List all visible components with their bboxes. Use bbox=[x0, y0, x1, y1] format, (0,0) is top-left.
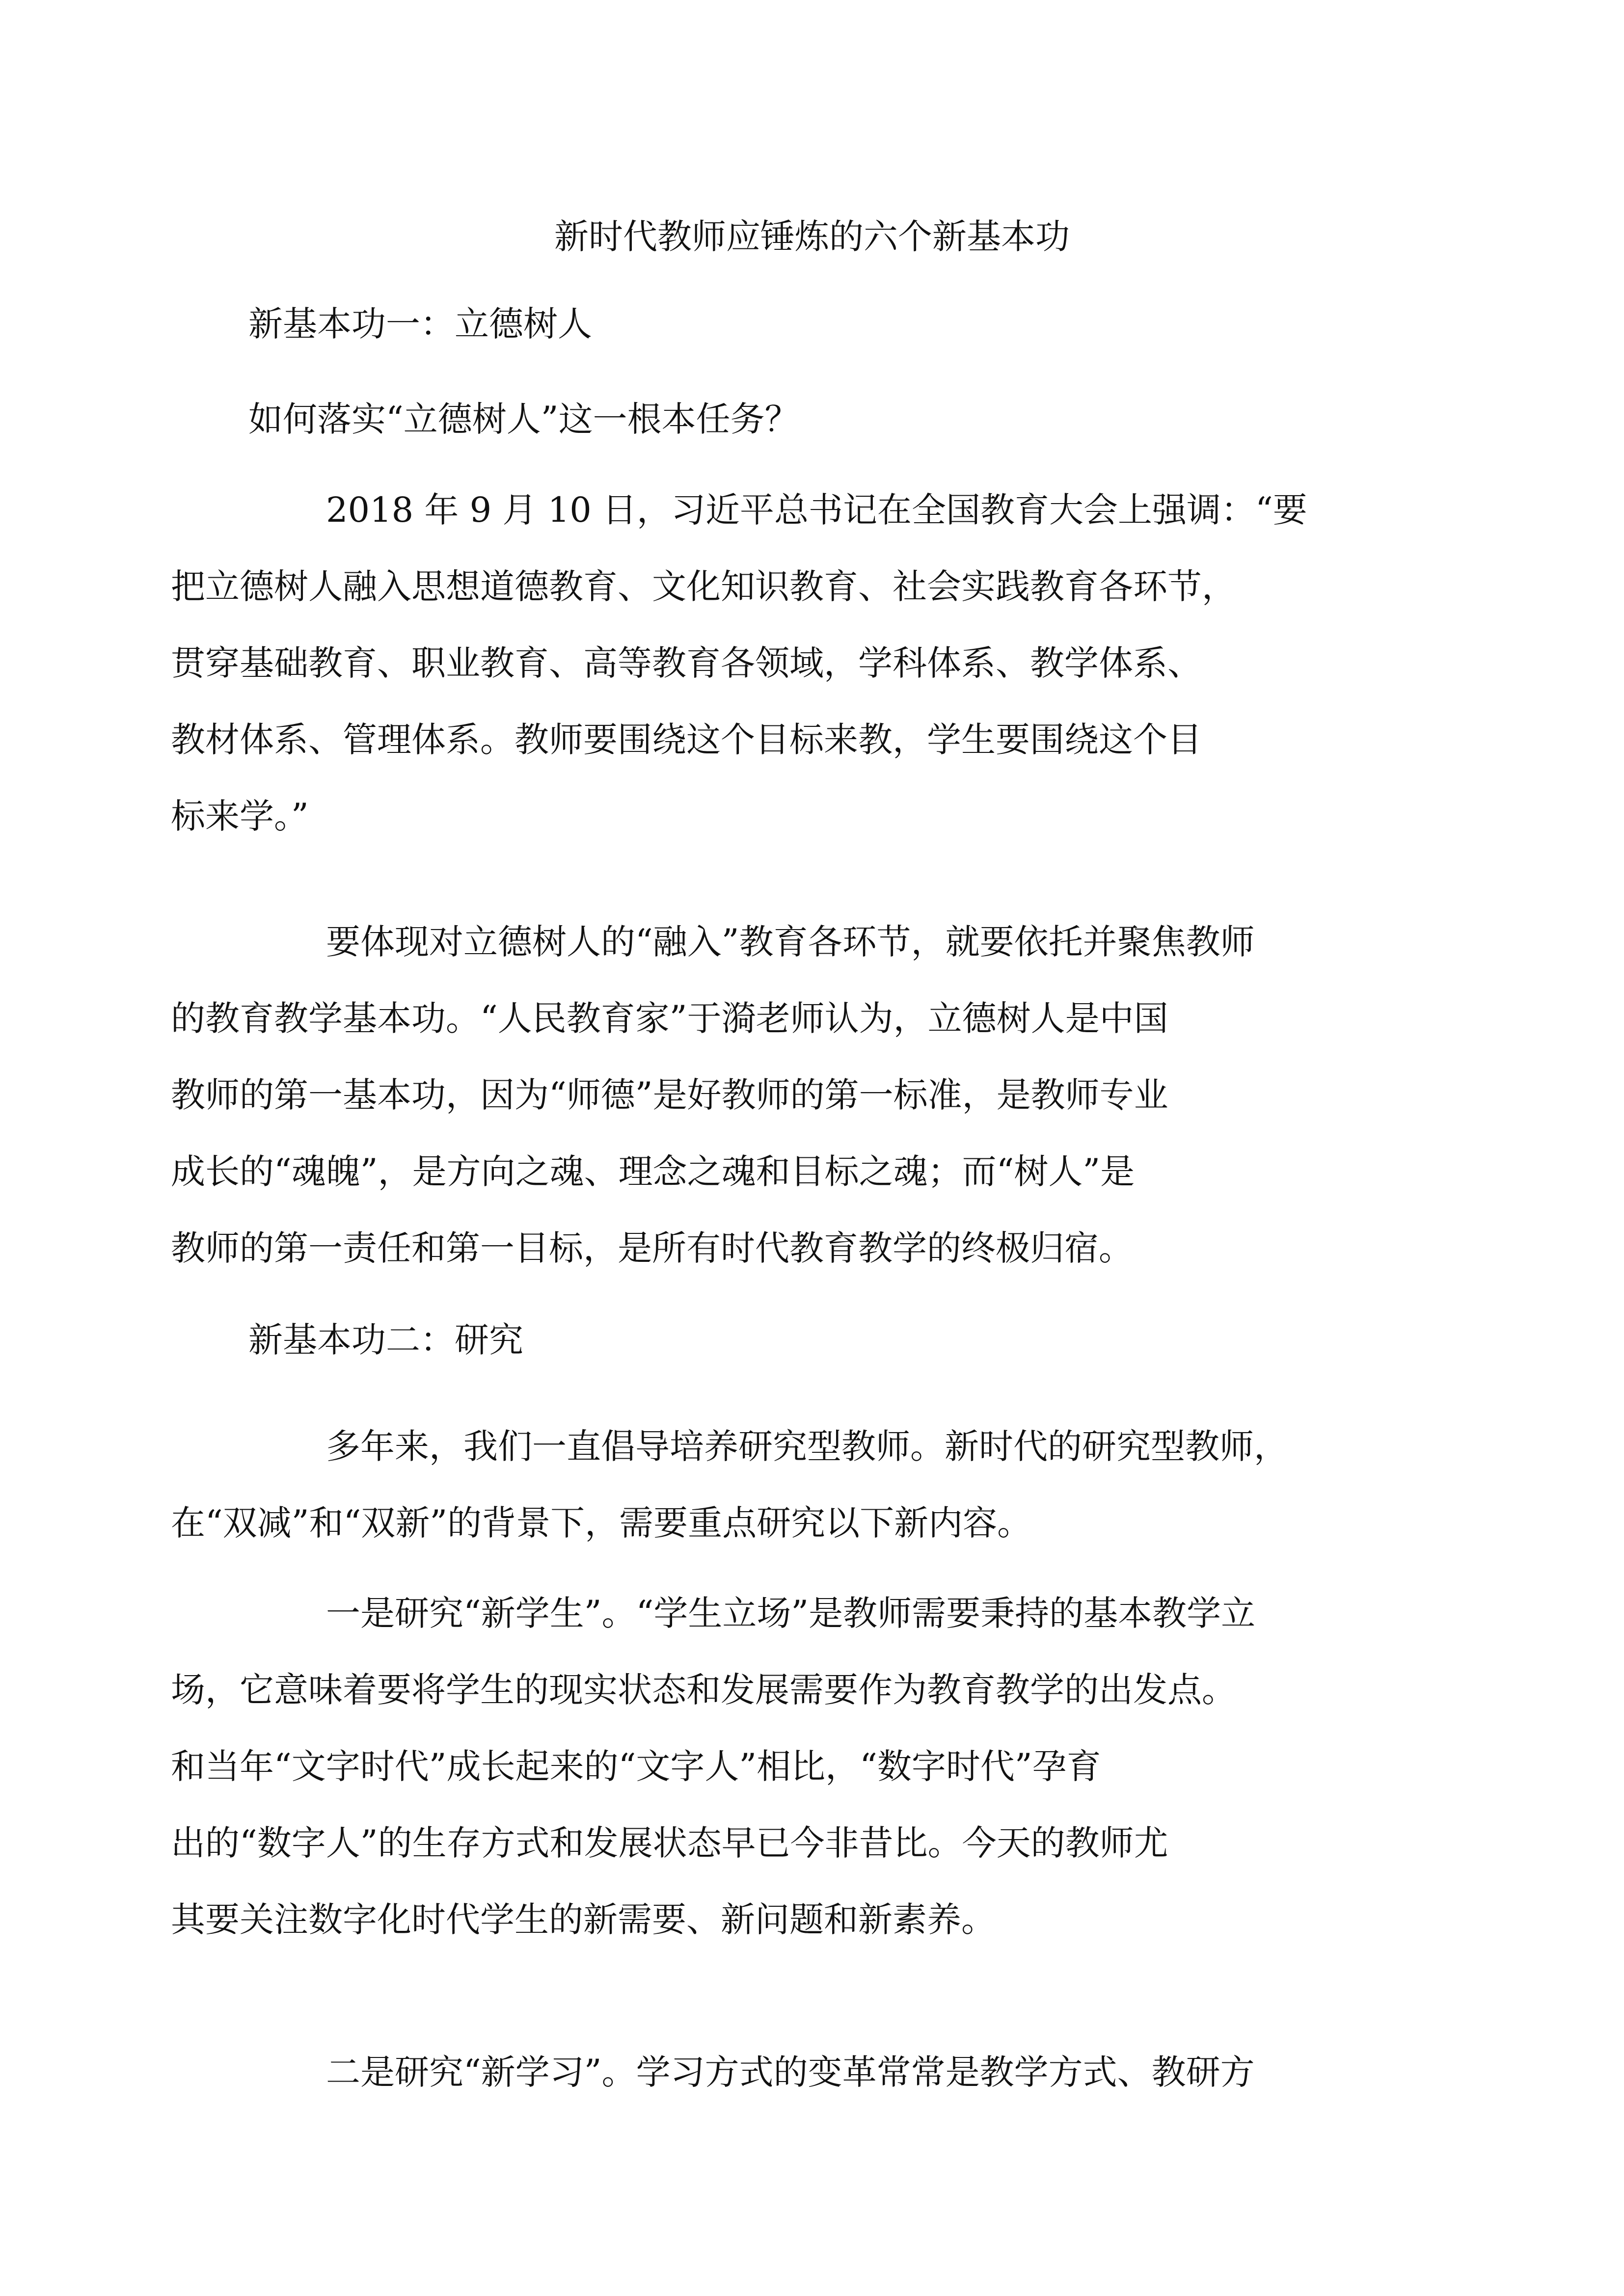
document-title: 新时代教师应锤炼的六个新基本功 bbox=[554, 216, 1070, 257]
section2-paragraph-2 bbox=[171, 1575, 1402, 1958]
paragraph-line: 其要关注数字化时代学生的新需要、新问题和新素养。 bbox=[171, 1899, 996, 1940]
paragraph-line: 要体现对立德树人的“融入”教育各环节，就要依托并聚焦教师 bbox=[326, 922, 1255, 962]
paragraph-line: 和当年“文字时代”成长起来的“文字人”相比，“数字时代”孕育 bbox=[171, 1746, 1101, 1787]
paragraph-line: 的教育教学基本功。“人民教育家”于漪老师认为，立德树人是中国 bbox=[171, 998, 1168, 1039]
paragraph-line: 贯穿基础教育、职业教育、高等教育各领域，学科体系、教学体系、 bbox=[171, 643, 1202, 683]
section1-question: 如何落实“立德树人”这一根本任务？ bbox=[248, 399, 799, 439]
paragraph-line: 二是研究“新学习”。学习方式的变革常常是教学方式、教研方 bbox=[326, 2052, 1255, 2092]
paragraph-line: 教材体系、管理体系。教师要围绕这个目标来教，学生要围绕这个目 bbox=[171, 720, 1202, 760]
section1-paragraph-1 bbox=[171, 472, 1402, 854]
paragraph-line: 标来学。” bbox=[171, 796, 309, 836]
paragraph-line: 在“双减”和“双新”的背景下，需要重点研究以下新内容。 bbox=[171, 1503, 1032, 1543]
paragraph-line: 教师的第一基本功，因为“师德”是好教师的第一标准，是教师专业 bbox=[171, 1075, 1168, 1115]
paragraph-line: 一是研究“新学生”。“学生立场”是教师需要秉持的基本教学立 bbox=[326, 1593, 1256, 1633]
section2-paragraph-1 bbox=[171, 1408, 1402, 1561]
section2-paragraph-3 bbox=[248, 2034, 1402, 2110]
paragraph-line: 2018 年 9 月 10 日，习近平总书记在全国教育大会上强调：“要 bbox=[326, 490, 1307, 530]
paragraph-line: 把立德树人融入思想道德教育、文化知识教育、社会实践教育各环节， bbox=[171, 566, 1236, 607]
section1-heading: 新基本功一：立德树人 bbox=[248, 304, 592, 344]
paragraph-line: 教师的第一责任和第一目标，是所有时代教育教学的终极归宿。 bbox=[171, 1228, 1133, 1268]
section2-heading: 新基本功二：研究 bbox=[248, 1320, 523, 1360]
paragraph-line: 多年来，我们一直倡导培养研究型教师。新时代的研究型教师， bbox=[326, 1426, 1288, 1467]
section1-paragraph-2 bbox=[171, 904, 1402, 1286]
paragraph-line: 出的“数字人”的生存方式和发展状态早已今非昔比。今天的教师尤 bbox=[171, 1823, 1168, 1863]
paragraph-line: 场，它意味着要将学生的现实状态和发展需要作为教育教学的出发点。 bbox=[171, 1670, 1236, 1710]
paragraph-line: 成长的“魂魄”，是方向之魂、理念之魂和目标之魂；而“树人”是 bbox=[171, 1151, 1135, 1192]
